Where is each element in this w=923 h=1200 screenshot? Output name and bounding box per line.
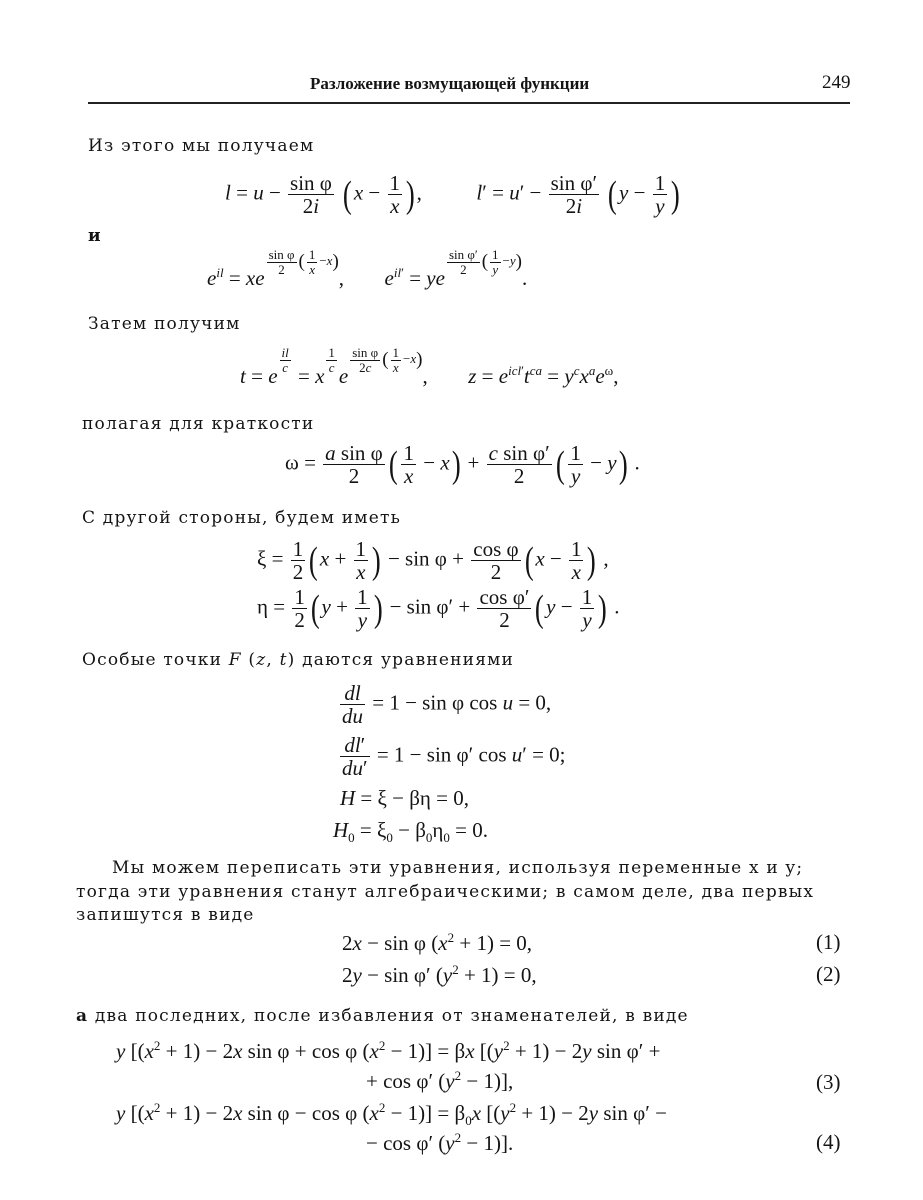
paragraph-last-two-a: а (76, 1006, 89, 1026)
formula-eq3-line1: y [$(x^2 + 1) - 2x$ sin φ + cos φ $(x^2 - 1)] = \beta x$ [$(y^2 + 1) - 2y$ sin φ′ + (116, 1038, 661, 1063)
formula-t-z: t = e $\frac{il}{c}$ = x $\frac{1}{c}$ e $\frac{\text{sin φ}}{2c}$ ( $\frac{1}{x}$ −x), $z = e^{icl'}t^{ca} = y^cx^ae^\omega$, (240, 345, 619, 389)
paragraph-rewrite-line3: запишутся в виде (76, 905, 255, 925)
equation-number-4: (4) (816, 1130, 841, 1154)
paragraph-singular-points-b: даются уравнениями (295, 650, 515, 670)
formula-dl-du-prime: $\frac{dl'}{du'}$ = 1 − sin φ′ cos u′ = 0; (342, 733, 566, 781)
equation-number-3: (3) (816, 1070, 841, 1094)
formula-H0: $H_0 = \xi_0 - \beta_0\eta_0 = 0$. (333, 818, 488, 846)
page-number: 249 (822, 72, 851, 93)
paragraph-singular-points: Особые точки F (z, t) даются уравнениями (82, 650, 515, 670)
symbol-z: z (256, 650, 267, 670)
formula-xi: ξ = $\frac{1}{2}$ (x + $\frac{1}{x}$ ) − sin φ + $\frac{\text{cos φ}}{2}$ (x − $\frac{1}{x}$ ) , (257, 537, 609, 585)
paragraph-singular-points-a: Особые точки (82, 650, 229, 670)
header-rule (88, 102, 850, 104)
paragraph-last-two-b: два последних, после избавления от знаменателей, в виде (88, 1006, 689, 1026)
formula-eq4-line1: y [$(x^2 + 1) - 2x$ sin φ − cos φ $(x^2 - 1)] = \beta_0x$ [$(y^2 + 1) - 2y$ sin φ′ − (116, 1100, 667, 1129)
running-header-title: Разложение возмущающей функции (310, 74, 590, 93)
formula-omega: ω = $\frac{\text{a sin φ}}{2}$ ( $\frac{1}{x}$ − x) + $\frac{\text{c sin φ′}}{2}$ ( $\frac{1}{y}$ − y) . (285, 441, 640, 489)
formula-dl-du: $\frac{dl}{du}$ = 1 − sin φ cos u = 0, (342, 681, 552, 729)
paragraph-intro: Из этого мы получаем (88, 136, 315, 156)
formula-l: l = u − $\frac{\text{sin φ}}{2i}$ (x − $\frac{1}{x}$ ), l′ = u′ − $\frac{\text{sin φ′}}{2i}$ (y − $\frac{1}{y}$ ) (225, 171, 680, 219)
equation-number-1: (1) (816, 930, 841, 954)
symbol-F: F (228, 650, 242, 670)
paragraph-then: Затем получим (88, 314, 241, 334)
formula-eq3-line2: + cos φ′ $(y^2 - 1)$], (366, 1068, 514, 1093)
paragraph-brevity: полагая для краткости (82, 414, 315, 434)
formula-exponentials: $e^{il}$ = xe $\frac{\text{sin φ}}{2}$ ( $\frac{1}{x}$ −x), $e^{il'}$ = ye $\frac{\text{sin φ′}}{2}$ ( $\frac{1}{y}$ −y). (207, 247, 528, 291)
equation-number-2: (2) (816, 962, 841, 986)
paragraph-rewrite-line2: тогда эти уравнения станут алгебраическими; в самом деле, два первых (76, 882, 815, 902)
formula-eq4-line2: − cos φ′ $(y^2 - 1)$]. (366, 1130, 514, 1155)
formula-eta: η = $\frac{1}{2}$ (y + $\frac{1}{y}$ ) − sin φ′ + $\frac{\text{cos φ′}}{2}$ (y − $\frac{1}{y}$ ) . (257, 585, 620, 633)
paragraph-and: и (88, 226, 102, 246)
formula-eq2: 2y − sin φ′ $(y^2 + 1) = 0$, (342, 962, 537, 987)
symbol-t: t (279, 650, 288, 670)
paragraph-other-side: С другой стороны, будем иметь (82, 508, 402, 528)
paragraph-rewrite-line1: Мы можем переписать эти уравнения, используя переменные x и y; (112, 858, 804, 878)
formula-eq1: 2x − sin φ $(x^2 + 1) = 0$, (342, 930, 533, 955)
paragraph-last-two (76, 1006, 689, 1026)
formula-H: H = ξ − βη = 0, (340, 786, 469, 810)
